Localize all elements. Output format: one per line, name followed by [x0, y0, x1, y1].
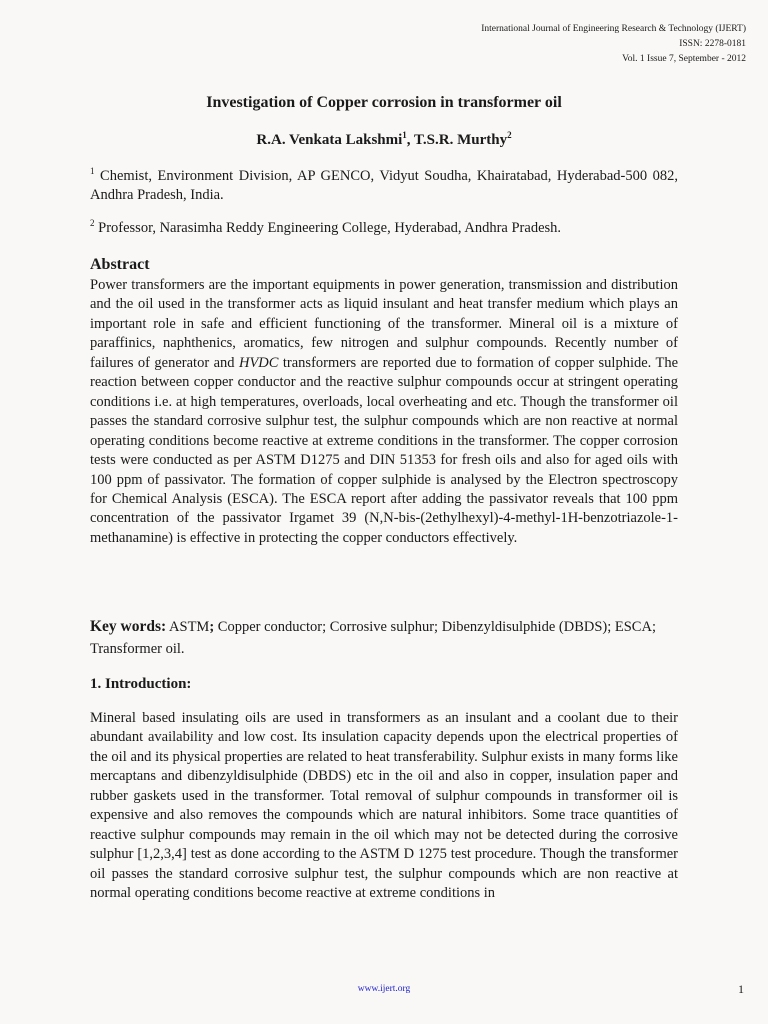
author-separator: , — [406, 132, 415, 148]
abstract-italic: HVDC — [238, 354, 279, 371]
author-1: R.A. Venkata Lakshmi — [256, 132, 403, 148]
affiliation-2 — [90, 214, 678, 238]
abstract-body — [90, 276, 678, 548]
abstract-heading: Abstract — [90, 256, 150, 273]
author-line — [0, 130, 768, 149]
abstract-text-a: Power transformers are the important equipments in power generation, transmission and distribution and the oil used in the transformer acts as liquid insulant and heat transfer medium which plays an important role in safe and efficient functioning of the transformer. Mineral oil is a mixture of paraffinics, naphthenics, aromatics, few nitrogen and sulphur compounds. Recently number of failures of generator and — [90, 277, 678, 371]
affiliation-1-sup: 1 — [90, 166, 95, 176]
keywords-rest: Copper conductor; Corrosive sulphur; Dibenzyldisulphide (DBDS); ESCA; Transformer oil. — [90, 619, 656, 657]
introduction-body: Mineral based insulating oils are used in transformers as an insulant and a coolant due to their abundant availability and low cost. Its insulation capacity depends upon the electrical properties of the oil and its physical properties are related to heat transferability. Sulphur exists in many forms like mercaptans and dibenzyldisulphide (DBDS) etc in the oil and also in copper, insulation paper and rubber gaskets used in the transformer. Total removal of sulphur compounds in transformer oil is expensive and also removes the compounds which are natural inhibitors. Some trace quantities of reactive sulphur compounds may remain in the oil which may not be detected during the corrosive sulphur [1,2,3,4] test as done according to the ASTM D 1275 test procedure. Though the transformer oil passes the standard corrosive sulphur test, the sulphur compounds which are non reactive at normal operating conditions become reactive at extreme conditions in — [90, 710, 678, 902]
page-number: 1 — [738, 982, 744, 996]
author-2-sup: 2 — [507, 130, 512, 140]
footer-url[interactable]: www.ijert.org — [357, 984, 411, 994]
journal-header — [481, 22, 746, 67]
affiliation-1 — [90, 162, 678, 206]
author-1-sup: 1 — [402, 130, 407, 140]
journal-volume: Vol. 1 Issue 7, September - 2012 — [622, 54, 746, 64]
introduction-heading: 1. Introduction: — [90, 676, 192, 692]
affiliation-2-sup: 2 — [90, 218, 95, 228]
keywords — [90, 616, 678, 660]
keywords-semicolon: ; — [209, 619, 215, 635]
abstract-text-b: transformers are reported due to formation of copper sulphide. The reaction between copper conductor and the reactive sulphur compounds occur at stringent operating conditions i.e. at high temperatures, overloads, local overheating and etc. Though the transformer oil passes the standard corrosive sulphur test, the sulphur compounds which are non reactive at normal operating conditions become reactive at extreme conditions in the transformer. The copper corrosion tests were conducted as per ASTM D1275 and DIN 51353 for fresh oils and also for aged oils with 100 ppm of passivator. The formation of copper sulphide is analysed by the Electron spectroscopy for Chemical Analysis (ESCA). The ESCA report after adding the passivator reveals that 100 ppm concentration of the passivator Irgamet 39 (N,N-bis-(2ethylhexyl)-4-methyl-1H-benzotriazole-1-methanamine) is effective in protecting the copper conductors effectively. — [90, 354, 678, 546]
affiliation-2-text: Professor, Narasimha Reddy Engineering College, Hyderabad, Andhra Pradesh. — [94, 219, 562, 236]
journal-issn: ISSN: 2278-0181 — [679, 39, 746, 49]
paper-title: Investigation of Copper corrosion in transformer oil — [206, 94, 562, 111]
journal-name: International Journal of Engineering Research & Technology (IJERT) — [481, 24, 746, 34]
affiliation-1-text: Chemist, Environment Division, AP GENCO, Vidyut Soudha, Khairatabad, Hyderabad-500 082, Andhra Pradesh, India. — [90, 167, 678, 204]
keywords-label: Key words: — [90, 618, 167, 635]
keywords-first: ASTM — [166, 619, 210, 635]
author-2: T.S.R. Murthy — [414, 132, 508, 148]
